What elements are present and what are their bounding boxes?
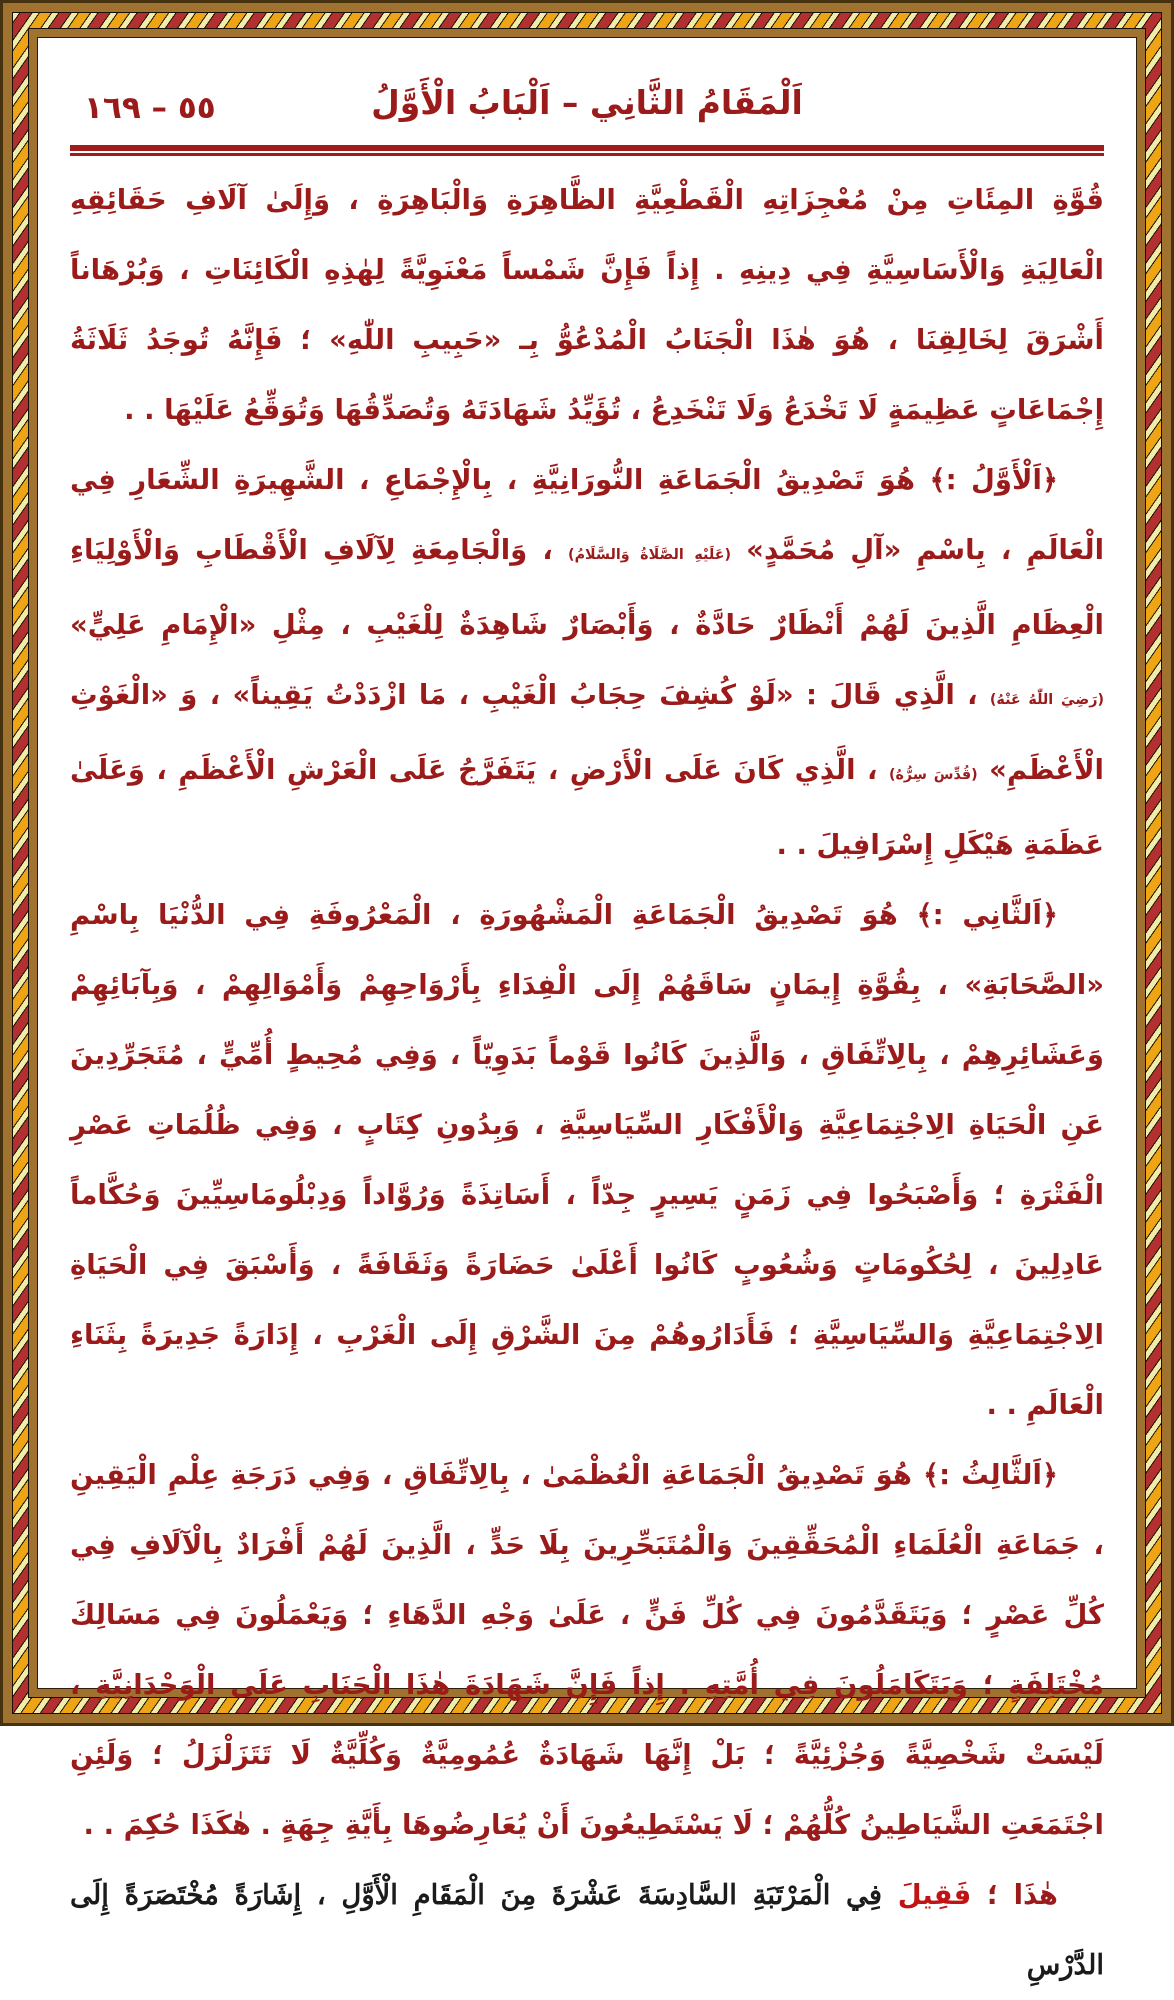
paragraph (70, 165, 1104, 445)
text-segment: ، الَّذِي قَالَ : «لَوْ كُشِفَ حِجَابُ الْغَيْبِ ، مَا ازْدَدْتُ يَقِيناً» ، وَ «الْغَوْثِ الْأَعْظَمِ» (70, 678, 1104, 786)
paragraph (70, 1440, 1104, 1860)
text-segment: ﴿اَلْأَوَّلُ :﴾ هُوَ تَصْدِيقُ الْجَمَاعَةِ النُّورَانِيَّةِ ، بِالْإِجْمَاعِ ، الشَّهِيرَةِ الشِّعَارِ فِي الْعَالَمِ ، بِاسْمِ «آلِ مُحَمَّدٍ» (70, 463, 1104, 566)
page-title: اَلْمَقَامُ الثَّانِي – اَلْبَابُ الْأَوَّلُ (371, 83, 803, 122)
text-segment: فِي الْمَرْتَبَةِ السَّادِسَةَ عَشْرَةَ مِنَ الْمَقَامِ الْأَوَّلِ ، إِشَارَةً مُخْتَصَرَةً إِلَى الدَّرْسِ (70, 1878, 1104, 1981)
text-segment: هٰذَا ؛ (971, 1878, 1058, 1911)
paragraph (70, 880, 1104, 1440)
paragraph (70, 1860, 1104, 2000)
text-segment: فَقِيلَ (897, 1878, 972, 1911)
honorific-seal: (عَلَيْهِ الصَّلَاةُ وَالسَّلَامُ) (568, 546, 732, 563)
page (37, 37, 1137, 1981)
honorific-seal: (قُدِّسَ سِرُّهُ) (888, 766, 978, 783)
honorific-seal: (رَضِيَ اللّٰهُ عَنْهُ) (989, 691, 1104, 708)
paragraph (70, 445, 1104, 880)
text-segment: ﴿اَلثَّانِي :﴾ هُوَ تَصْدِيقُ الْجَمَاعَةِ الْمَشْهُورَةِ ، الْمَعْرُوفَةِ فِي الدُّنْيَا بِاسْمِ «الصَّحَابَةِ» ، بِقُوَّةِ إِيمَانٍ سَاقَهُمْ إِلَى الْفِدَاءِ بِأَرْوَاحِهِمْ وَأَمْوَالِهِمْ ، وَبِآبَائِهِمْ وَعَشَائِرِهِمْ ، بِالِاتِّفَاقِ ، وَالَّذِينَ كَانُوا قَوْماً بَدَوِيّاً ، وَفِي مُحِيطٍ أُمِّيٍّ ، مُتَجَرِّدِينَ عَنِ الْحَيَاةِ الِاجْتِمَاعِيَّةِ وَالْأَفْكَارِ السِّيَاسِيَّةِ ، وَبِدُونِ كِتَابٍ ، وَفِي ظُلُمَاتِ عَصْرِ الْفَتْرَةِ ؛ وَأَصْبَحُوا فِي زَمَنٍ يَسِيرٍ جِدّاً ، أَسَاتِذَةً وَرُوَّاداً وَدِبْلُومَاسِيِّينَ وَحُكَّاماً عَادِلِينَ ، لِحُكُومَاتٍ وَشُعُوبٍ كَانُوا أَعْلَىٰ حَضَارَةً وَثَقَافَةً ، وَأَسْبَقَ فِي الْحَيَاةِ الِاجْتِمَاعِيَّةِ وَالسِّيَاسِيَّةِ ؛ فَأَدَارُوهُمْ مِنَ الشَّرْقِ إِلَى الْغَرْبِ ، إِدَارَةً جَدِيرَةً بِثَنَاءِ الْعَالَمِ . . (70, 898, 1104, 1421)
decorative-frame-chain-pattern (12, 12, 1162, 1981)
page-header (70, 38, 1104, 156)
body-text (70, 156, 1104, 2000)
text-segment: ، الَّذِي كَانَ عَلَى الْأَرْضِ ، يَتَفَرَّجُ عَلَى الْعَرْشِ الْأَعْظَمِ ، وَعَلَىٰ عَظَمَةِ هَيْكَلِ إِسْرَافِيلَ . . (70, 753, 1104, 861)
decorative-frame-inner (28, 28, 1146, 1981)
text-segment: ، وَالْجَامِعَةِ لِآلَافِ الْأَقْطَابِ وَالْأَوْلِيَاءِ الْعِظَامِ الَّذِينَ لَهُمْ أَنْظَارٌ حَادَّةٌ ، وَأَبْصَارٌ شَاهِدَةٌ لِلْغَيْبِ ، مِثْلِ «الْإِمَامِ عَلِيٍّ» (70, 533, 1104, 641)
text-segment: ﴿اَلثَّالِثُ :﴾ هُوَ تَصْدِيقُ الْجَمَاعَةِ الْعُظْمَىٰ ، بِالِاتِّفَاقِ ، وَفِي دَرَجَةِ عِلْمِ الْيَقِينِ ، جَمَاعَةِ الْعُلَمَاءِ الْمُحَقِّقِينَ وَالْمُتَبَحِّرِينَ بِلَا حَدٍّ ، الَّذِينَ لَهُمْ أَفْرَادٌ بِالْآلَافِ فِي كُلِّ عَصْرٍ ؛ وَيَتَقَدَّمُونَ فِي كُلِّ فَنٍّ ، عَلَىٰ وَجْهِ الدَّهَاءِ ؛ وَيَعْمَلُونَ فِي مَسَالِكَ مُخْتَلِفَةٍ ؛ وَيَتَكَامَلُونَ فِي أُمَّتِهِ . إِذاً فَإِنَّ شَهَادَةَ هٰذَا الْجَنَابِ عَلَى الْوَحْدَانِيَّةِ ، لَيْسَتْ شَخْصِيَّةً وَجُزْئِيَّةً ؛ بَلْ إِنَّهَا شَهَادَةٌ عُمُومِيَّةٌ وَكُلِّيَّةٌ لَا تَتَزَلْزَلُ ؛ وَلَئِنِ اجْتَمَعَتِ الشَّيَاطِينُ كُلُّهُمْ ؛ لَا يَسْتَطِيعُونَ أَنْ يُعَارِضُوهَا بِأَيَّةِ جِهَةٍ . هٰكَذَا حُكِمَ . . (70, 1458, 1104, 1841)
header-divider-rule (70, 145, 1104, 156)
page-number: ٥٥ – ١٦٩ (84, 90, 216, 126)
text-segment: قُوَّةِ المِئَاتِ مِنْ مُعْجِزَاتِهِ الْقَطْعِيَّةِ الظَّاهِرَةِ وَالْبَاهِرَةِ ، وَإِلَىٰ آلَافِ حَقَائِقِهِ الْعَالِيَةِ وَالْأَسَاسِيَّةِ فِي دِينِهِ . إِذاً فَإِنَّ شَمْساً مَعْنَوِيَّةً لِهٰذِهِ الْكَائِنَاتِ ، وَبُرْهَاناً أَشْرَقَ لِخَالِقِنَا ، هُوَ هٰذَا الْجَنَابُ الْمُدْعُوُّ بِـ «حَبِيبِ اللّٰهِ» ؛ فَإِنَّهُ تُوجَدُ ثَلَاثَةُ إِجْمَاعَاتٍ عَظِيمَةٍ لَا تَخْدَعُ وَلَا تَنْخَدِعُ ، تُؤَيِّدُ شَهَادَتَهُ وَتُصَدِّقُهَا وَتُوَقِّعُ عَلَيْهَا . . (70, 183, 1104, 426)
